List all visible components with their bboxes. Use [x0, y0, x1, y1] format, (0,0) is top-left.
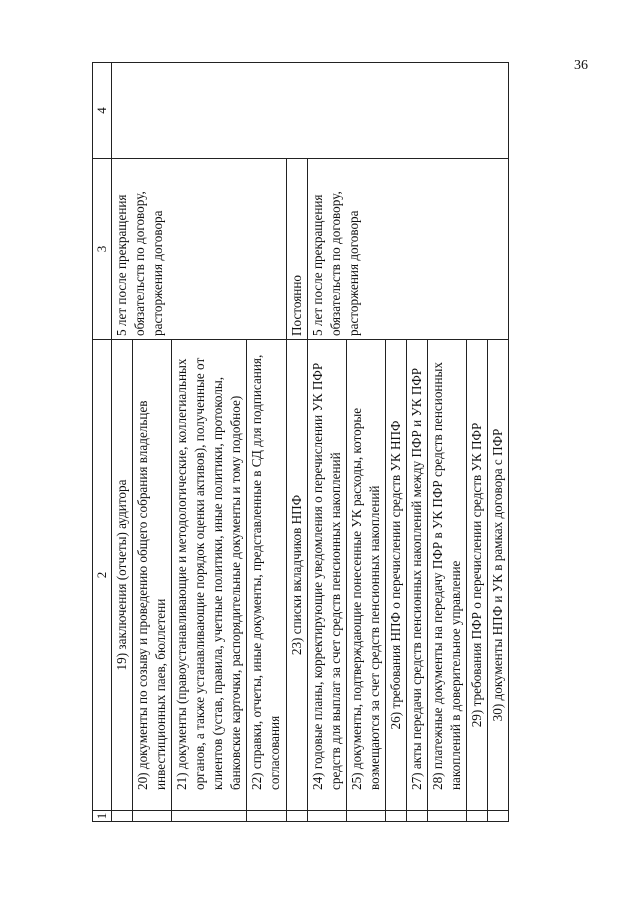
- row-num-cell: [307, 811, 346, 822]
- row-num-cell: [385, 811, 406, 822]
- row-text: 24) годовые планы, корректирующие уведомления о перечислении УК ПФР средств для выплат за счет средств пенсионных накоплений: [307, 340, 346, 811]
- rotated-page: [92, 62, 562, 822]
- row-num-cell: [172, 811, 247, 822]
- row-text: 30) документы НПФ и УК в рамках договора с ПФР: [488, 340, 509, 811]
- row-text: 21) документы (правоустанавливающие и методологические, коллегиальных органов, а также устанавливающие порядок оценки активов), полученные от клиентов (устав, правила, учетные политики, иные политики, протоколы, банковские карточки, распорядительные документы и тому подобное): [172, 340, 247, 811]
- row-num-cell: [428, 811, 467, 822]
- records-table: [92, 62, 509, 822]
- row-num-cell: [111, 811, 132, 822]
- row-text: 26) требования НПФ о перечислении средств УК НПФ: [385, 340, 406, 811]
- row-period: 5 лет после прекращения обязательств по договору, расторжения договора: [111, 159, 286, 340]
- row-text: 25) документы, подтверждающие понесенные УК расходы, которые возмещаются за счет средств пенсионных накоплений: [346, 340, 385, 811]
- header-col-1: 1: [93, 811, 112, 822]
- row-num-cell: [132, 811, 171, 822]
- row-text: 19) заключения (отчеты) аудитора: [111, 340, 132, 811]
- row-text: 20) документы по созыву и проведению общего собрания владельцев инвестиционных паев, бюллетени: [132, 340, 171, 811]
- table-header-row: [93, 63, 112, 822]
- table-row: [111, 63, 132, 822]
- row-num-cell: [286, 811, 307, 822]
- header-col-4: 4: [93, 63, 112, 159]
- page-number: 36: [574, 58, 588, 73]
- row-period: Постоянно: [286, 159, 307, 340]
- row-num-cell: [488, 811, 509, 822]
- table-row: [286, 63, 307, 822]
- header-col-2: 2: [93, 340, 112, 811]
- header-col-3: 3: [93, 159, 112, 340]
- table-row: [307, 63, 346, 822]
- row-notes-cell: [111, 63, 509, 159]
- row-text: 27) акты передачи средств пенсионных накоплений между ПФР и УК ПФР: [406, 340, 427, 811]
- row-num-cell: [406, 811, 427, 822]
- row-text: 29) требования ПФР о перечислении средств УК ПФР: [467, 340, 488, 811]
- row-period: 5 лет после прекращения обязательств по договору, расторжения договора: [307, 159, 509, 340]
- row-text: 28) платежные документы на передачу ПФР в УК ПФР средств пенсионных накоплений в доверительное управление: [428, 340, 467, 811]
- row-num-cell: [467, 811, 488, 822]
- row-text: 23) списки вкладчиков НПФ: [286, 340, 307, 811]
- row-num-cell: [247, 811, 286, 822]
- row-num-cell: [346, 811, 385, 822]
- row-text: 22) справки, отчеты, иные документы, представленные в СД для подписания, согласования: [247, 340, 286, 811]
